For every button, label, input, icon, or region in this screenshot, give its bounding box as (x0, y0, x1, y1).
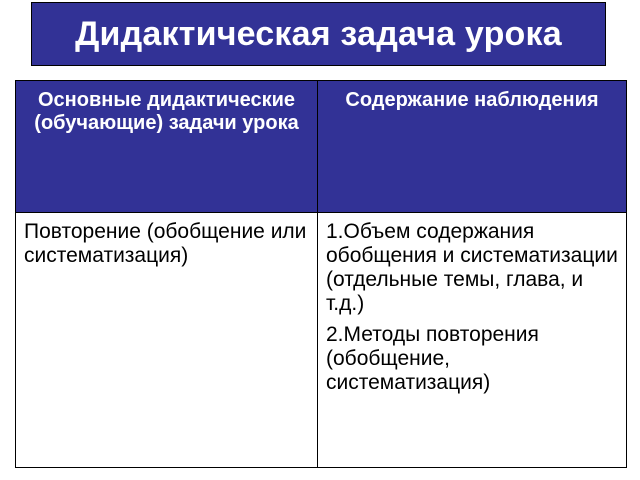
header-cell-tasks: Основные дидактические (обучающие) задачи урока (16, 81, 318, 212)
title-banner (31, 2, 606, 66)
table-cell-task: Повторение (обобщение или систематизация) (16, 212, 318, 467)
page-title: Дидактическая задача урока (75, 14, 562, 53)
content-item-1: 1.Объем содержания обобщения и систематизации (отдельные темы, глава, и т.д.) (326, 220, 618, 315)
header-cell-observation: Содержание наблюдения (318, 81, 626, 212)
lesson-task-table (15, 80, 627, 468)
content-item-2: 2.Методы повторения (обобщение, систематизация) (326, 323, 539, 394)
table-cell-content (318, 212, 626, 467)
